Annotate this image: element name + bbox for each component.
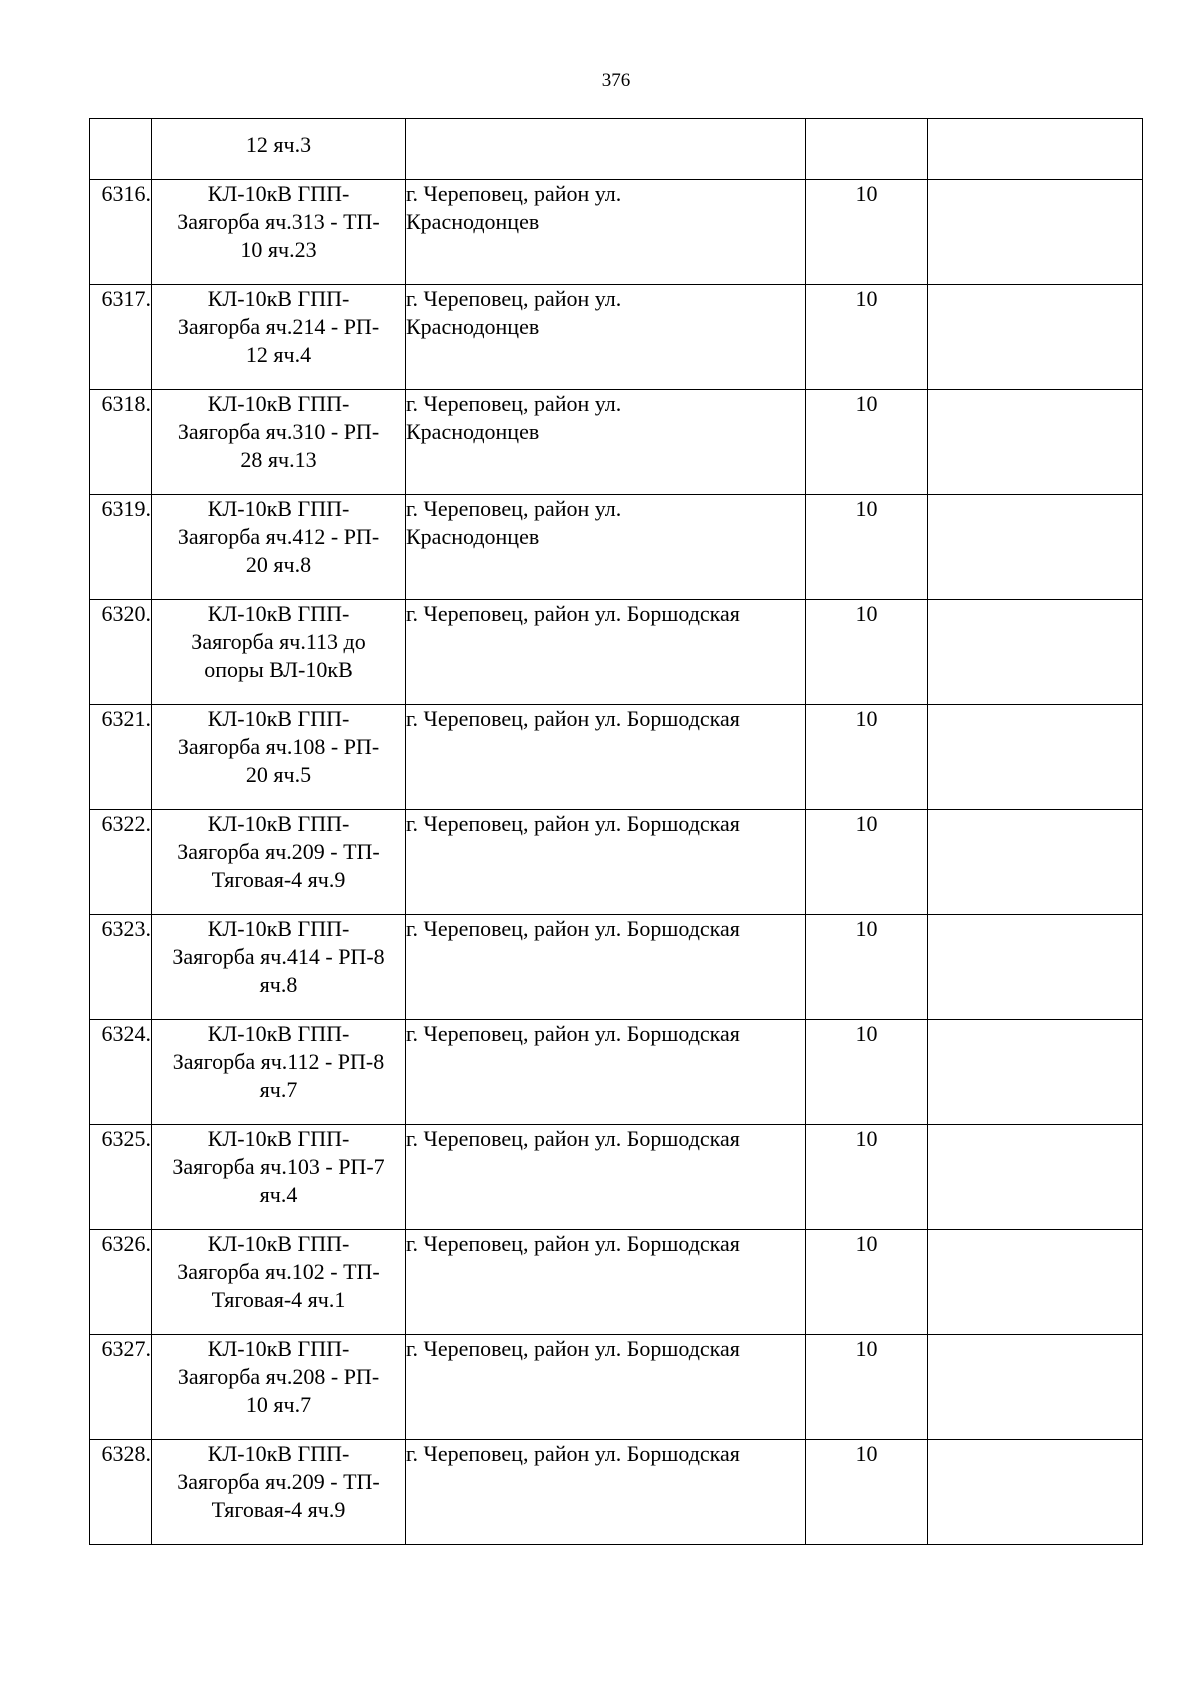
voltage-cell: 10 — [806, 495, 928, 600]
cable-name-line: 12 яч.4 — [245, 342, 312, 367]
row-number-cell: 6326. — [90, 1230, 152, 1335]
extra-cell — [928, 1125, 1143, 1230]
voltage-cell: 10 — [806, 285, 928, 390]
cable-name-cell — [152, 600, 406, 705]
table-row — [90, 1335, 1143, 1440]
cable-name-cell — [152, 180, 406, 285]
cable-name-line: КЛ-10кВ ГПП- — [207, 1336, 350, 1361]
registry-table — [89, 118, 1143, 1545]
cable-name-line: Заягорба яч.209 - ТП- — [177, 839, 380, 864]
location-cell — [406, 705, 806, 810]
extra-cell — [928, 180, 1143, 285]
location-line: г. Череповец, район ул. — [406, 496, 622, 521]
location-cell — [406, 180, 806, 285]
cable-name-line: Заягорба яч.414 - РП-8 — [172, 944, 385, 969]
cable-name-line: Заягорба яч.102 - ТП- — [177, 1259, 380, 1284]
location-cell — [406, 1440, 806, 1545]
cable-name-line: КЛ-10кВ ГПП- — [207, 811, 350, 836]
location-cell — [406, 1020, 806, 1125]
row-number-cell: 6323. — [90, 915, 152, 1020]
cable-name-line: КЛ-10кВ ГПП- — [207, 391, 350, 416]
cable-name-line: Заягорба яч.108 - РП- — [177, 734, 380, 759]
location-line: г. Череповец, район ул. — [406, 391, 622, 416]
location-line: г. Череповец, район ул. Боршодская — [406, 1021, 740, 1046]
cable-name-line: КЛ-10кВ ГПП- — [207, 1441, 350, 1466]
cable-name-cell — [152, 1230, 406, 1335]
cable-name-line: Заягорба яч.214 - РП- — [177, 314, 380, 339]
cable-name-line: КЛ-10кВ ГПП- — [207, 916, 350, 941]
cable-name-cell — [152, 705, 406, 810]
location-cell — [406, 600, 806, 705]
table-row — [90, 705, 1143, 810]
location-cell — [406, 119, 806, 180]
cable-name-line: яч.8 — [259, 972, 298, 997]
cable-name-line: Тяговая-4 яч.9 — [211, 1497, 346, 1522]
cable-name-line: 10 яч.7 — [245, 1392, 312, 1417]
page-number: 376 — [601, 70, 631, 91]
location-line: г. Череповец, район ул. Боршодская — [406, 1336, 740, 1361]
cable-name-line: КЛ-10кВ ГПП- — [207, 1126, 350, 1151]
location-line: г. Череповец, район ул. Боршодская — [406, 706, 740, 731]
extra-cell — [928, 1230, 1143, 1335]
extra-cell — [928, 1020, 1143, 1125]
cable-name-line: Тяговая-4 яч.9 — [211, 867, 346, 892]
cable-name-cell — [152, 1020, 406, 1125]
voltage-cell: 10 — [806, 1125, 928, 1230]
cable-name-cell — [152, 495, 406, 600]
location-cell — [406, 1335, 806, 1440]
table-row — [90, 1125, 1143, 1230]
cable-name-line: Заягорба яч.208 - РП- — [177, 1364, 380, 1389]
extra-cell — [928, 285, 1143, 390]
location-cell — [406, 915, 806, 1020]
location-cell — [406, 810, 806, 915]
location-line: Краснодонцев — [406, 209, 540, 234]
voltage-cell: 10 — [806, 810, 928, 915]
table-row — [90, 915, 1143, 1020]
cable-name-line: Заягорба яч.112 - РП-8 — [172, 1049, 385, 1074]
row-number-cell: 6328. — [90, 1440, 152, 1545]
row-number-cell: 6318. — [90, 390, 152, 495]
location-cell — [406, 390, 806, 495]
location-line: г. Череповец, район ул. Боршодская — [406, 1441, 740, 1466]
table-row-continuation — [90, 119, 1143, 180]
location-cell — [406, 1230, 806, 1335]
voltage-cell: 10 — [806, 1335, 928, 1440]
cable-name-cell: 12 яч.3 — [152, 119, 406, 180]
cable-name-cell — [152, 1125, 406, 1230]
voltage-cell: 10 — [806, 600, 928, 705]
table-row — [90, 600, 1143, 705]
voltage-cell: 10 — [806, 1440, 928, 1545]
location-line: г. Череповец, район ул. Боршодская — [406, 1231, 740, 1256]
voltage-cell: 10 — [806, 390, 928, 495]
cable-name-line: 20 яч.5 — [245, 762, 312, 787]
cable-name-line: 20 яч.8 — [245, 552, 312, 577]
cable-name-cell — [152, 390, 406, 495]
cable-name-cell — [152, 1440, 406, 1545]
location-line: г. Череповец, район ул. Боршодская — [406, 601, 740, 626]
location-cell — [406, 1125, 806, 1230]
row-number-cell: 6327. — [90, 1335, 152, 1440]
table-body — [90, 119, 1143, 1545]
location-cell — [406, 285, 806, 390]
table-row — [90, 1440, 1143, 1545]
voltage-cell: 10 — [806, 1020, 928, 1125]
cable-name-cell — [152, 285, 406, 390]
cable-name-line: 10 яч.23 — [240, 237, 317, 262]
voltage-cell — [806, 119, 928, 180]
location-line: г. Череповец, район ул. Боршодская — [406, 916, 740, 941]
table-row — [90, 285, 1143, 390]
extra-cell — [928, 390, 1143, 495]
cable-name-line: КЛ-10кВ ГПП- — [207, 1021, 350, 1046]
table-row — [90, 180, 1143, 285]
row-number-cell: 6322. — [90, 810, 152, 915]
cable-name-line: Заягорба яч.209 - ТП- — [177, 1469, 380, 1494]
cable-name-line: 28 яч.13 — [240, 447, 317, 472]
cable-name-line: Заягорба яч.113 до — [191, 629, 366, 654]
table-row — [90, 390, 1143, 495]
cable-name-line: Заягорба яч.412 - РП- — [177, 524, 380, 549]
row-number-cell: 6317. — [90, 285, 152, 390]
cable-name-line: опоры ВЛ-10кВ — [204, 657, 353, 682]
location-cell — [406, 495, 806, 600]
cable-name-cell — [152, 1335, 406, 1440]
location-line: г. Череповец, район ул. — [406, 286, 622, 311]
row-number-cell: 6320. — [90, 600, 152, 705]
row-number-cell: 6321. — [90, 705, 152, 810]
voltage-cell: 10 — [806, 705, 928, 810]
table-row — [90, 810, 1143, 915]
location-line: Краснодонцев — [406, 314, 540, 339]
extra-cell — [928, 1335, 1143, 1440]
voltage-cell: 10 — [806, 1230, 928, 1335]
extra-cell — [928, 915, 1143, 1020]
extra-cell — [928, 1440, 1143, 1545]
location-line: г. Череповец, район ул. Боршодская — [406, 1126, 740, 1151]
extra-cell — [928, 600, 1143, 705]
cable-name-line: Тяговая-4 яч.1 — [211, 1287, 346, 1312]
table-row — [90, 1020, 1143, 1125]
row-number-cell: 6316. — [90, 180, 152, 285]
voltage-cell: 10 — [806, 915, 928, 1020]
cable-name-line: КЛ-10кВ ГПП- — [207, 181, 350, 206]
location-line: г. Череповец, район ул. Боршодская — [406, 811, 740, 836]
location-line: Краснодонцев — [406, 524, 540, 549]
cable-name-line: Заягорба яч.310 - РП- — [177, 419, 380, 444]
cable-name-line: Заягорба яч.103 - РП-7 — [172, 1154, 385, 1179]
location-line: Краснодонцев — [406, 419, 540, 444]
cable-name-line: КЛ-10кВ ГПП- — [207, 601, 350, 626]
cable-name-line: КЛ-10кВ ГПП- — [207, 706, 350, 731]
cable-name-line: яч.4 — [259, 1182, 298, 1207]
cable-name-cell — [152, 810, 406, 915]
extra-cell — [928, 810, 1143, 915]
extra-cell — [928, 119, 1143, 180]
row-number-cell: 6319. — [90, 495, 152, 600]
location-line: г. Череповец, район ул. — [406, 181, 622, 206]
cable-name-cell — [152, 915, 406, 1020]
cable-name-line: КЛ-10кВ ГПП- — [207, 1231, 350, 1256]
cable-name-line: Заягорба яч.313 - ТП- — [177, 209, 380, 234]
extra-cell — [928, 495, 1143, 600]
voltage-cell: 10 — [806, 180, 928, 285]
row-number-cell: 6325. — [90, 1125, 152, 1230]
row-number-cell — [90, 119, 152, 180]
cable-name-line: яч.7 — [259, 1077, 298, 1102]
cable-name-line: КЛ-10кВ ГПП- — [207, 496, 350, 521]
row-number-cell: 6324. — [90, 1020, 152, 1125]
table-row — [90, 1230, 1143, 1335]
cable-name-line: КЛ-10кВ ГПП- — [207, 286, 350, 311]
table-row — [90, 495, 1143, 600]
extra-cell — [928, 705, 1143, 810]
